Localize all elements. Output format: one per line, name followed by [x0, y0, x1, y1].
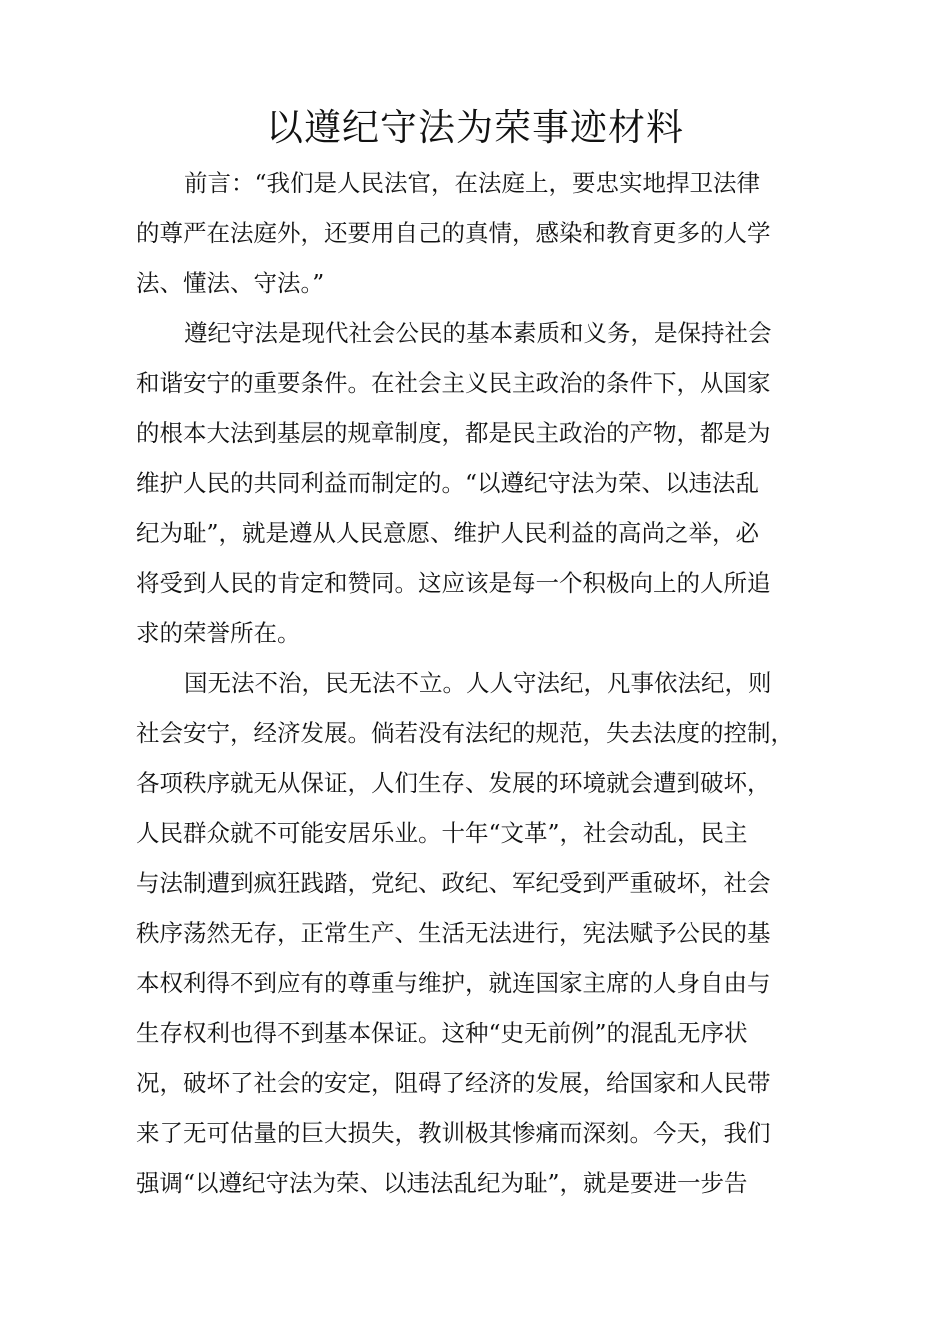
text-line: 国无法不治，民无法不立。人人守法纪，凡事依法纪，则 — [184, 669, 772, 697]
paragraph-body-2 — [136, 658, 826, 1208]
text-line: 各项秩序就无从保证，人们生存、发展的环境就会遭到破坏， — [136, 769, 771, 797]
text-line: 秩序荡然无存，正常生产、生活无法进行，宪法赋予公民的基 — [136, 919, 771, 947]
text-line: 来了无可估量的巨大损失，教训极其惨痛而深刻。今天，我们 — [136, 1119, 771, 1147]
text-line: 遵纪守法是现代社会公民的基本素质和义务，是保持社会 — [184, 319, 772, 347]
text-line: 社会安宁，经济发展。倘若没有法纪的规范，失去法度的控制， — [136, 719, 794, 747]
text-line: 法、懂法、守法。” — [136, 269, 325, 297]
text-line: 的根本大法到基层的规章制度，都是民主政治的产物，都是为 — [136, 419, 771, 447]
paragraph-body-1 — [136, 308, 826, 658]
text-line: 与法制遭到疯狂践踏，党纪、政纪、军纪受到严重破坏，社会 — [136, 869, 771, 897]
text-line: 人民群众就不可能安居乐业。十年“文革”，社会动乱，民主 — [136, 819, 748, 847]
document-body — [136, 158, 826, 1208]
document-title: 以遵纪守法为荣事迹材料 — [266, 106, 684, 149]
text-line: 前言：“我们是人民法官，在法庭上，要忠实地捍卫法律 — [184, 169, 761, 197]
text-line: 将受到人民的肯定和赞同。这应该是每一个积极向上的人所追 — [136, 569, 771, 597]
text-line: 维护人民的共同利益而制定的。“以遵纪守法为荣、以违法乱 — [136, 469, 760, 497]
paragraph-preface — [136, 158, 826, 308]
text-line: 和谐安宁的重要条件。在社会主义民主政治的条件下，从国家 — [136, 369, 771, 397]
text-line: 求的荣誉所在。 — [136, 619, 301, 647]
text-line: 况，破坏了社会的安定，阻碍了经济的发展，给国家和人民带 — [136, 1069, 771, 1097]
text-line: 本权利得不到应有的尊重与维护，就连国家主席的人身自由与 — [136, 969, 771, 997]
text-line: 纪为耻”，就是遵从人民意愿、维护人民利益的高尚之举，必 — [136, 519, 760, 547]
text-line: 的尊严在法庭外，还要用自己的真情，感染和教育更多的人学 — [136, 219, 771, 247]
text-line: 生存权利也得不到基本保证。这种“史无前例”的混乱无序状 — [136, 1019, 748, 1047]
text-line: 强调“以遵纪守法为荣、以违法乱纪为耻”，就是要进一步告 — [136, 1169, 748, 1197]
